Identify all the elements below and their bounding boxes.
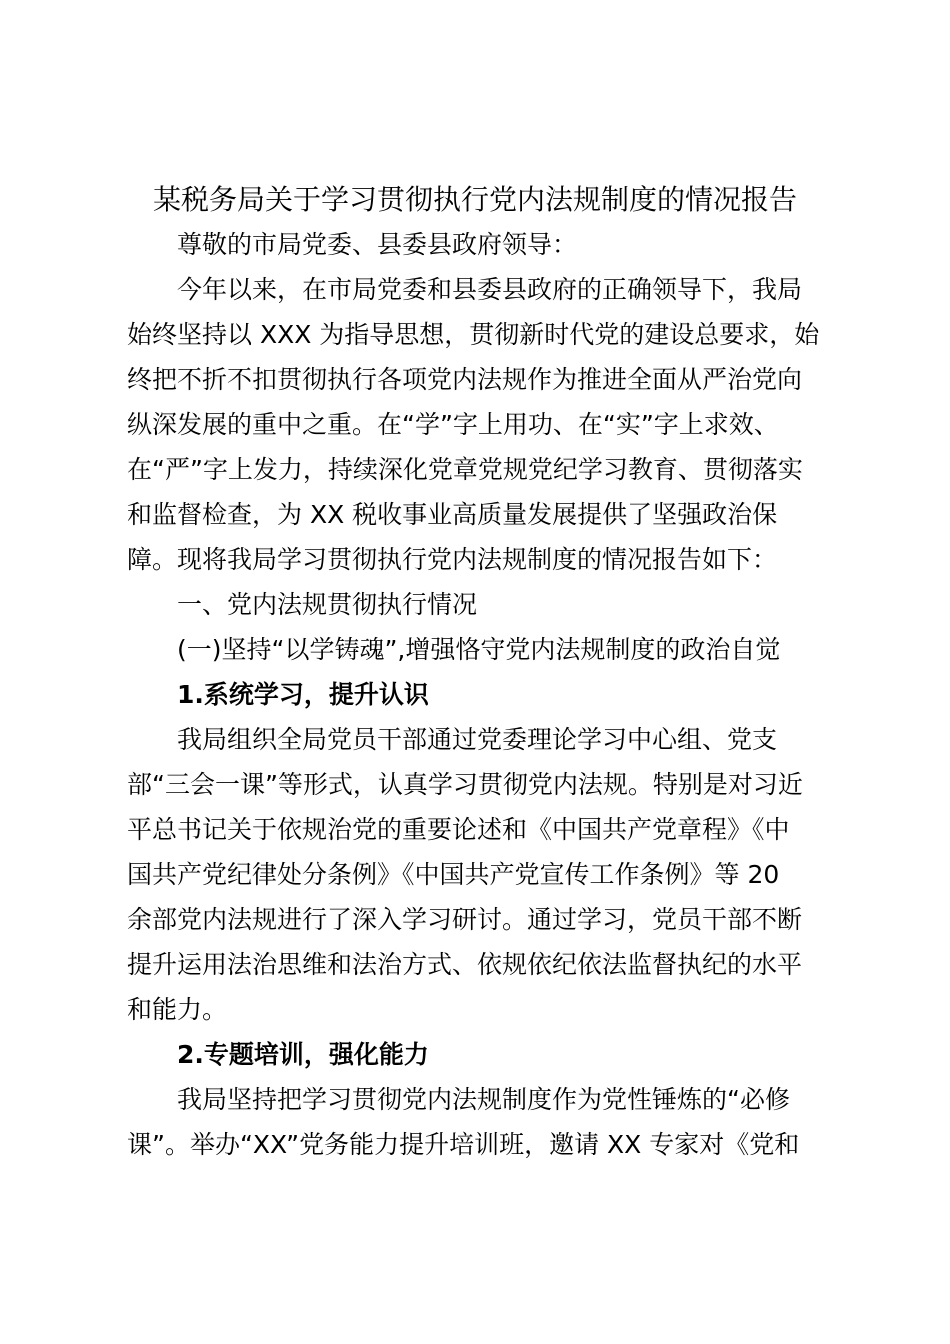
- paragraph-line: 余部党内法规进行了深入学习研讨。通过学习，党员干部不断: [127, 905, 803, 934]
- paragraph-line: 纵深发展的重中之重。在“学”字上用功、在“实”字上求效、: [127, 410, 779, 439]
- paragraph-line: 障。现将我局学习贯彻执行党内法规制度的情况报告如下：: [127, 545, 778, 574]
- subsection-heading: (一)坚持“以学铸魂”,增强恪守党内法规制度的政治自觉: [177, 635, 781, 664]
- paragraph-line: 和能力。: [127, 995, 228, 1024]
- paragraph-line: 提升运用法治思维和法治方式、依规依纪依法监督执纪的水平: [127, 950, 803, 979]
- paragraph-line: 我局坚持把学习贯彻党内法规制度作为党性锤炼的“必修: [177, 1085, 790, 1114]
- paragraph-line: 终把不折不扣贯彻执行各项党内法规作为推进全面从严治党向: [127, 365, 803, 394]
- paragraph-line: 课”。举办“XX”党务能力提升培训班，邀请 XX 专家对《党和: [127, 1130, 800, 1159]
- paragraph-line: 平总书记关于依规治党的重要论述和《中国共产党章程》《中: [127, 815, 790, 844]
- salutation: 尊敬的市局党委、县委县政府领导：: [177, 230, 578, 259]
- paragraph-line: 国共产党纪律处分条例》《中国共产党宣传工作条例》等 20: [127, 860, 780, 889]
- numbered-heading: 2.专题培训，强化能力: [177, 1040, 429, 1069]
- paragraph-line: 部“三会一课”等形式，认真学习贯彻党内法规。特别是对习近: [127, 770, 803, 799]
- paragraph-line: 我局组织全局党员干部通过党委理论学习中心组、党支: [177, 725, 778, 754]
- section-heading: 一、党内法规贯彻执行情况: [177, 590, 478, 619]
- paragraph-line: 在“严”字上发力，持续深化党章党规党纪学习教育、贯彻落实: [127, 455, 803, 484]
- document-title: 某税务局关于学习贯彻执行党内法规制度的情况报告: [152, 183, 797, 216]
- paragraph-line: 和监督检查，为 XX 税收事业高质量发展提供了坚强政治保: [127, 500, 778, 529]
- paragraph-line: 始终坚持以 XXX 为指导思想，贯彻新时代党的建设总要求，始: [127, 320, 820, 349]
- numbered-heading: 1.系统学习，提升认识: [177, 680, 429, 709]
- paragraph-line: 今年以来，在市局党委和县委县政府的正确领导下，我局: [177, 275, 803, 304]
